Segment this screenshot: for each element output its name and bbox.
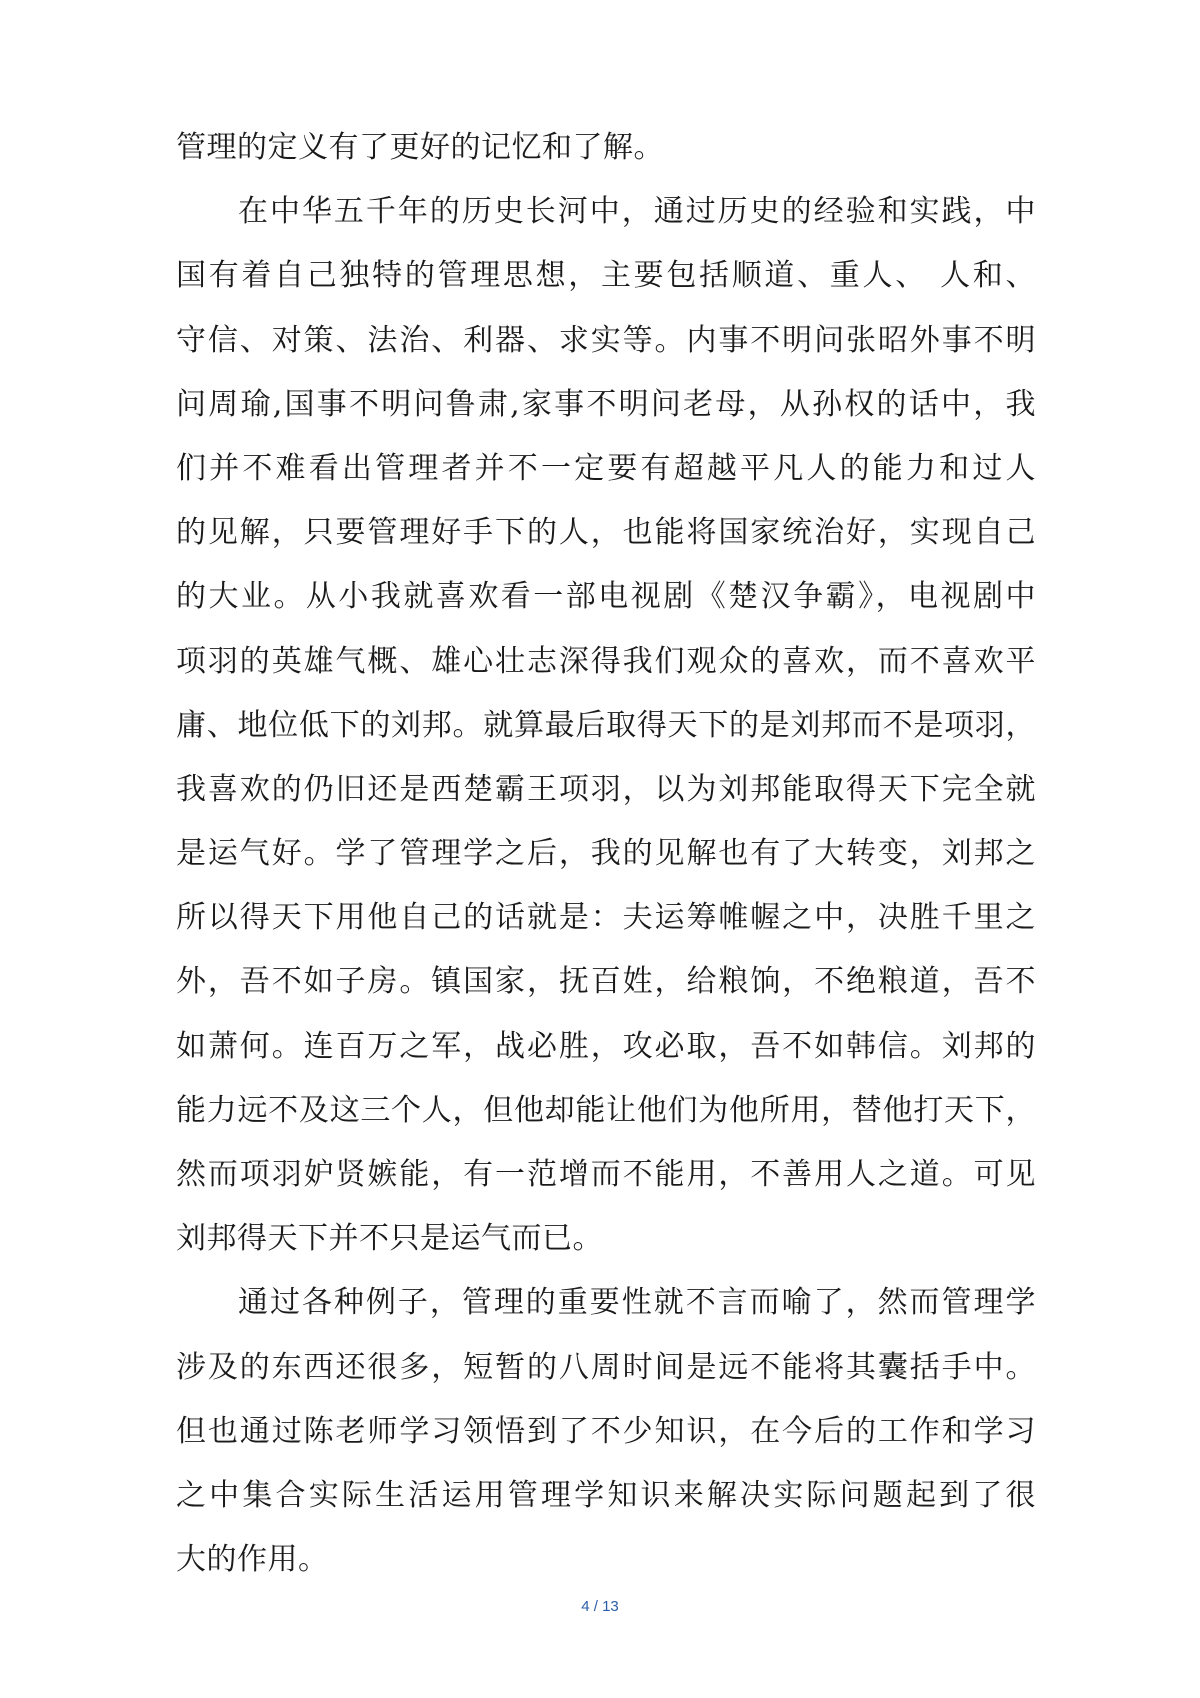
text-line: 守信、对策、法治、利器、求实等。内事不明问张昭外事不明 (176, 322, 1036, 358)
paragraph-management-thought (176, 180, 1036, 1271)
paragraph-continuation (176, 116, 1036, 180)
text-line: 涉及的东西还很多，短暂的八周时间是远不能将其囊括手中。 (176, 1349, 1036, 1385)
text-line: 大的作用。 (176, 1542, 329, 1578)
document-body (176, 116, 1036, 1592)
text-line: 在中华五千年的历史长河中，通过历史的经验和实践，中 (238, 194, 1036, 230)
text-line: 我喜欢的仍旧还是西楚霸王项羽，以为刘邦能取得天下完全就 (176, 771, 1036, 807)
text-line: 刘邦得天下并不只是运气而已。 (176, 1221, 603, 1257)
page-number: 4 / 13 (581, 1598, 619, 1615)
text-line: 问周瑜,国事不明问鲁肃,家事不明问老母，从孙权的话中，我 (176, 386, 1036, 422)
text-line: 国有着自己独特的管理思想，主要包括顺道、重人、 人和、 (176, 258, 1036, 294)
text-line: 项羽的英雄气概、雄心壮志深得我们观众的喜欢，而不喜欢平 (176, 643, 1036, 679)
text-line: 如萧何。连百万之军，战必胜，攻必取，吾不如韩信。刘邦的 (176, 1028, 1036, 1064)
text-line: 所以得天下用他自己的话就是：夫运筹帷幄之中，决胜千里之 (176, 900, 1036, 936)
text-line: 通过各种例子，管理的重要性就不言而喻了，然而管理学 (238, 1285, 1036, 1321)
paragraph-conclusion (176, 1271, 1036, 1592)
text-line: 是运气好。学了管理学之后，我的见解也有了大转变，刘邦之 (176, 836, 1036, 872)
text-line: 们并不难看出管理者并不一定要有超越平凡人的能力和过人 (176, 450, 1036, 486)
text-line: 的大业。从小我就喜欢看一部电视剧《楚汉争霸》，电视剧中 (176, 579, 1036, 615)
text-line: 能力远不及这三个人，但他却能让他们为他所用，替他打天下， (176, 1092, 1036, 1128)
text-line: 之中集合实际生活运用管理学知识来解决实际问题起到了很 (176, 1477, 1036, 1513)
text-line: 管理的定义有了更好的记忆和了解。 (176, 130, 664, 165)
text-line: 的见解，只要管理好手下的人，也能将国家统治好，实现自己 (176, 515, 1036, 551)
text-line: 然而项羽妒贤嫉能，有一范增而不能用，不善用人之道。可见 (176, 1157, 1036, 1192)
text-line: 庸、地位低下的刘邦。就算最后取得天下的是刘邦而不是项羽， (176, 707, 1036, 743)
text-line: 外，吾不如子房。镇国家，抚百姓，给粮饷，不绝粮道，吾不 (176, 964, 1036, 1000)
text-line: 但也通过陈老师学习领悟到了不少知识，在今后的工作和学习 (176, 1413, 1036, 1449)
